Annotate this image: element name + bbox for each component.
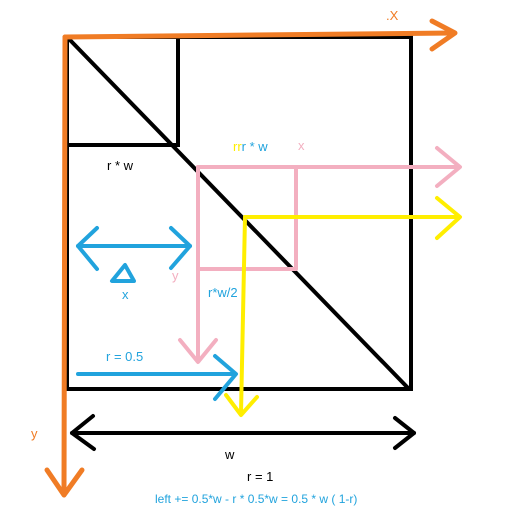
yellow-frame: [226, 198, 460, 415]
inner-width-prefix: rr: [233, 139, 242, 154]
inner-width-main: r * w: [241, 139, 268, 154]
inner-width-label: [233, 139, 268, 154]
blue-x-label: x: [122, 287, 129, 302]
formula-label: left += 0.5*w - r * 0.5*w = 0.5 * w ( 1-r): [155, 492, 358, 506]
yellow-y-axis: [241, 217, 245, 413]
blue-delta-icon: [112, 265, 134, 281]
inner-y-label: y: [172, 268, 179, 283]
diagonal-line: [69, 39, 409, 389]
orange-axes: [47, 21, 455, 495]
orange-y-axis: [64, 37, 65, 493]
half-width-label: r*w/2: [208, 285, 238, 300]
pink-frame: [180, 148, 460, 362]
axis-y-label: y: [31, 426, 38, 441]
blue-left-arrowhead: [78, 228, 97, 269]
blue-marks: [78, 228, 236, 399]
inner-x-label: x: [298, 138, 305, 153]
small-square-label: r * w: [107, 158, 133, 173]
axis-x-label: .X: [386, 8, 399, 23]
r-one-label: r = 1: [247, 469, 274, 484]
width-arrow: [72, 416, 414, 449]
blue-r-half-arrowhead: [215, 356, 236, 399]
r-half-label: r = 0.5: [106, 349, 144, 364]
width-label: w: [225, 447, 235, 462]
